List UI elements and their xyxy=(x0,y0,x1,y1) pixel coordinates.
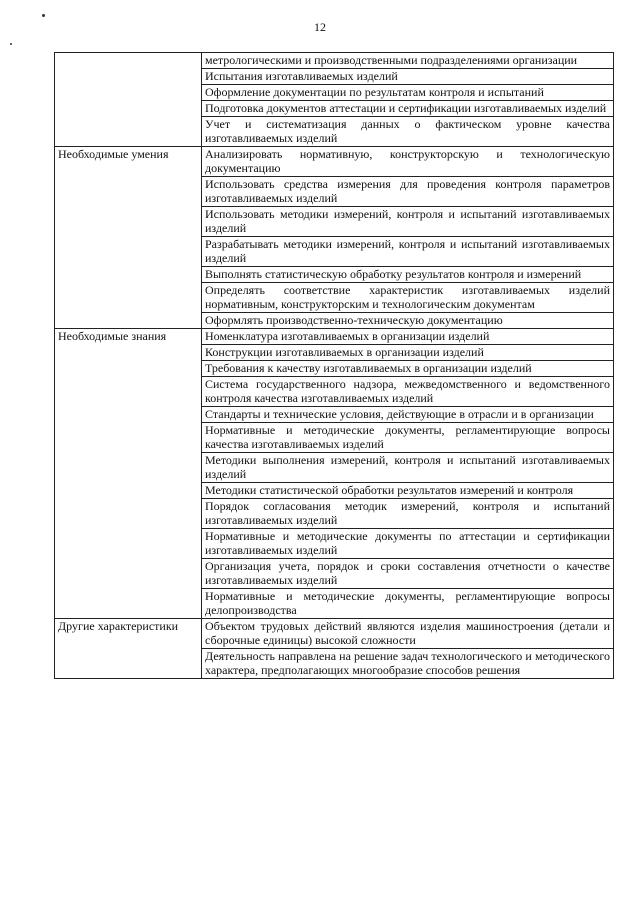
requirement-item: Подготовка документов аттестации и сертификации изготавливаемых изделий xyxy=(202,101,614,117)
requirement-item: Учет и систематизация данных о фактическом уровне качества изготавливаемых изделий xyxy=(202,117,614,147)
requirement-item: Нормативные и методические документы, регламентирующие вопросы делопроизводства xyxy=(202,589,614,619)
competency-table xyxy=(54,52,614,679)
table-row xyxy=(55,53,614,69)
competency-table-body xyxy=(55,53,614,679)
category-label: Другие характеристики xyxy=(55,619,202,679)
requirement-item: Использовать методики измерений, контроля и испытаний изготавливаемых изделий xyxy=(202,207,614,237)
requirement-item: метрологическими и производственными подразделениями организации xyxy=(202,53,614,69)
requirement-item: Объектом трудовых действий являются изделия машиностроения (детали и сборочные единицы) высокой сложности xyxy=(202,619,614,649)
scan-dot-top xyxy=(42,14,45,17)
requirement-item: Испытания изготавливаемых изделий xyxy=(202,69,614,85)
page-number: 12 xyxy=(314,20,326,34)
requirement-item: Методики выполнения измерений, контроля и испытаний изготавливаемых изделий xyxy=(202,453,614,483)
requirement-item: Организация учета, порядок и сроки составления отчетности о качестве изготавливаемых изделий xyxy=(202,559,614,589)
requirement-item: Определять соответствие характеристик изготавливаемых изделий нормативным, конструкторским и технологическим документам xyxy=(202,283,614,313)
requirement-item: Система государственного надзора, межведомственного и ведомственного контроля качества изготавливаемых изделий xyxy=(202,377,614,407)
category-label: Необходимые знания xyxy=(55,329,202,619)
table-row xyxy=(55,329,614,345)
requirement-item: Методики статистической обработки результатов измерений и контроля xyxy=(202,483,614,499)
requirement-item: Стандарты и технические условия, действующие в отрасли и в организации xyxy=(202,407,614,423)
table-row xyxy=(55,147,614,177)
requirement-item: Анализировать нормативную, конструкторскую и технологическую документацию xyxy=(202,147,614,177)
requirement-item: Нормативные и методические документы, регламентирующие вопросы качества изготавливаемых изделий xyxy=(202,423,614,453)
requirement-item: Деятельность направлена на решение задач технологического и методического характера, предполагающих многообразие способов решения xyxy=(202,649,614,679)
category-label: Необходимые умения xyxy=(55,147,202,329)
requirement-item: Выполнять статистическую обработку результатов контроля и измерений xyxy=(202,267,614,283)
requirement-item: Оформлять производственно-техническую документацию xyxy=(202,313,614,329)
requirement-item: Порядок согласования методик измерений, контроля и испытаний изготавливаемых изделий xyxy=(202,499,614,529)
table-row xyxy=(55,619,614,649)
requirement-item: Требования к качеству изготавливаемых в организации изделий xyxy=(202,361,614,377)
requirement-item: Разрабатывать методики измерений, контроля и испытаний изготавливаемых изделий xyxy=(202,237,614,267)
category-label xyxy=(55,53,202,147)
requirement-item: Оформление документации по результатам контроля и испытаний xyxy=(202,85,614,101)
requirement-item: Номенклатура изготавливаемых в организации изделий xyxy=(202,329,614,345)
requirement-item: Использовать средства измерения для проведения контроля параметров изготавливаемых изделий xyxy=(202,177,614,207)
requirement-item: Конструкции изготавливаемых в организации изделий xyxy=(202,345,614,361)
requirement-item: Нормативные и методические документы по аттестации и сертификации изготавливаемых изделий xyxy=(202,529,614,559)
scan-dot-left xyxy=(10,43,12,45)
